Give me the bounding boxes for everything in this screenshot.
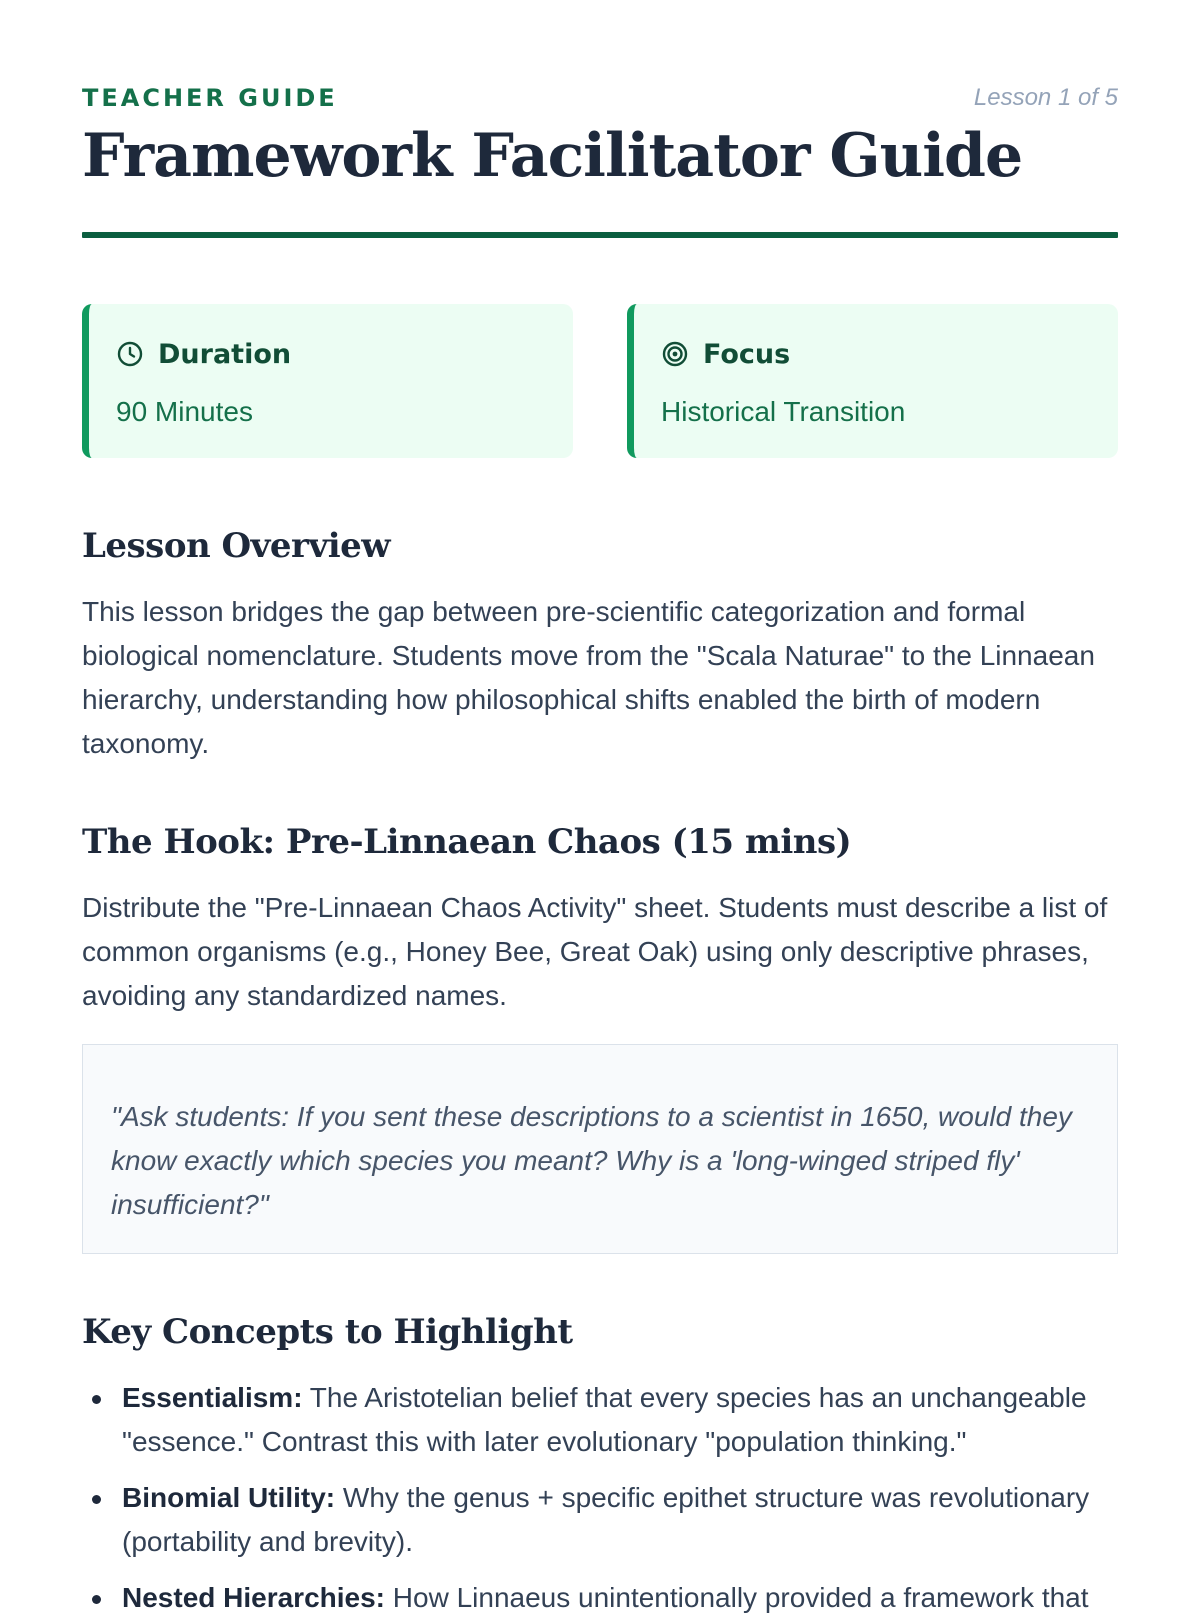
- overview-section: [82, 524, 1118, 766]
- concepts-section: [82, 1310, 1118, 1620]
- duration-value: 90 Minutes: [116, 396, 253, 427]
- section-heading: Key Concepts to Highlight: [82, 1312, 573, 1352]
- focus-value: Historical Transition: [661, 396, 906, 427]
- list-item: [82, 1376, 1118, 1464]
- list-item: [82, 1476, 1118, 1564]
- concept-term: Binomial Utility:: [122, 1482, 336, 1513]
- concept-text: How Linnaeus unintentionally provided a framework that: [385, 1582, 1089, 1613]
- card-header: [661, 338, 1118, 370]
- guide-eyebrow: TEACHER GUIDE: [82, 84, 338, 112]
- duration-label: Duration: [158, 338, 292, 370]
- focus-label: Focus: [703, 338, 791, 370]
- concept-text: The Aristotelian belief that every species has an unchangeable "essence." Contrast this with later evolutionary "population thinking.": [122, 1382, 1087, 1457]
- page-title: Framework Facilitator Guide: [82, 121, 1023, 191]
- duration-card: [82, 304, 573, 458]
- lesson-counter: Lesson 1 of 5: [973, 84, 1118, 111]
- section-heading: The Hook: Pre-Linnaean Chaos (15 mins): [82, 822, 852, 862]
- discussion-callout: [82, 1044, 1118, 1254]
- hook-text: Distribute the "Pre-Linnaean Chaos Activity" sheet. Students must describe a list of common organisms (e.g., Honey Bee, Great Oak) using only descriptive phrases, avoiding any standardized names.: [82, 892, 1108, 1011]
- list-item: [82, 1576, 1118, 1620]
- overview-text: This lesson bridges the gap between pre-scientific categorization and formal biological nomenclature. Students move from the "Scala Naturae" to the Linnaean hierarchy, understanding how philosophical shifts enabled the birth of modern taxonomy.: [82, 596, 1095, 759]
- page-header: [82, 0, 1118, 238]
- callout-quote: "Ask students: If you sent these descriptions to a scientist in 1650, would they know exactly which species you meant? Why is a 'long-winged striped fly' insufficient?": [111, 1101, 1072, 1220]
- clock-icon: [116, 340, 144, 368]
- header-divider: [82, 232, 1118, 238]
- focus-card: [627, 304, 1118, 458]
- info-cards: [82, 304, 1118, 458]
- card-header: [116, 338, 573, 370]
- concept-text: Why the genus + specific epithet structure was revolutionary (portability and brevity).: [122, 1482, 1090, 1557]
- section-heading: Lesson Overview: [82, 526, 391, 566]
- concepts-list: [82, 1376, 1118, 1620]
- hook-section: [82, 820, 1118, 1254]
- concept-term: Nested Hierarchies:: [122, 1582, 386, 1613]
- target-icon: [661, 340, 689, 368]
- concept-term: Essentialism:: [122, 1382, 303, 1413]
